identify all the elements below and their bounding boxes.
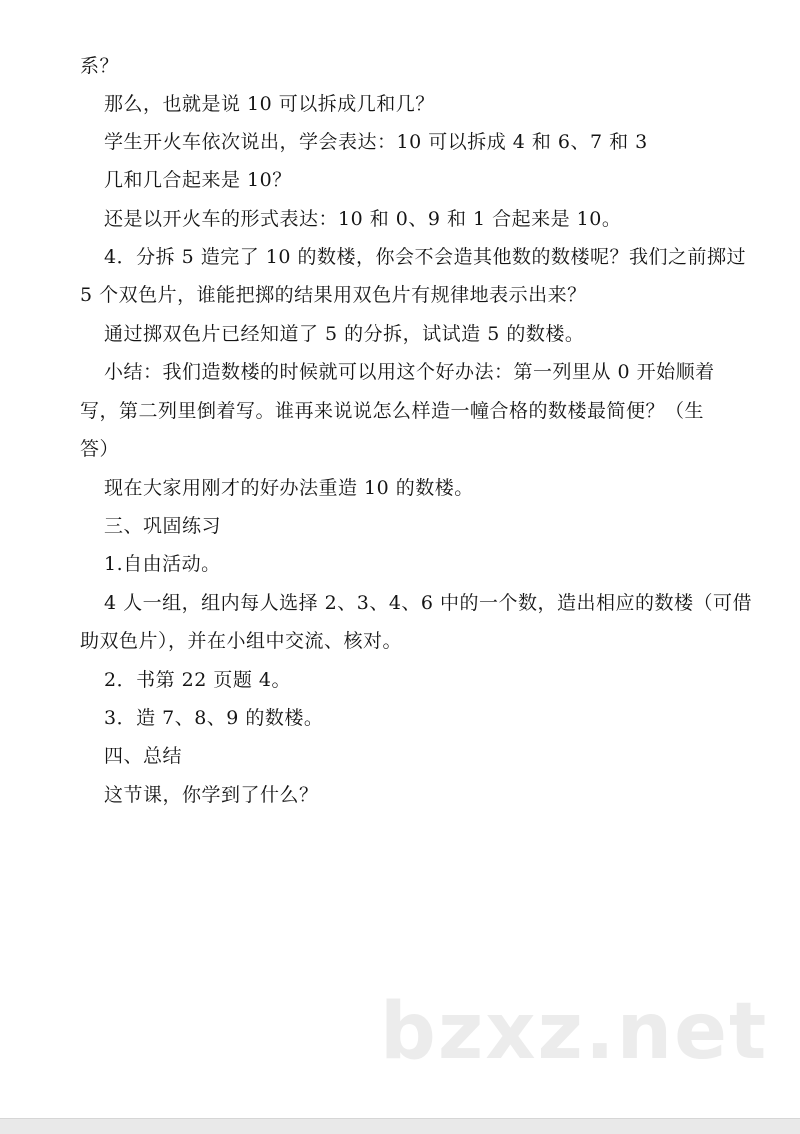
text-line: 3．造 7、8、9 的数楼。 xyxy=(104,707,324,729)
text-line: 还是以开火车的形式表达：10 和 0、9 和 1 合起来是 10。 xyxy=(104,208,622,230)
text-line: 4 人一组，组内每人选择 2、3、4、6 中的一个数，造出相应的数楼（可借 xyxy=(104,592,753,614)
watermark: bzxz.net xyxy=(380,987,769,1077)
section-heading: 三、巩固练习 xyxy=(104,515,222,537)
text-line: 4．分拆 5 造完了 10 的数楼，你会不会造其他数的数楼呢？我们之前掷过 xyxy=(104,246,747,268)
text-line: 几和几合起来是 10？ xyxy=(104,169,292,191)
text-line: 2．书第 22 页题 4。 xyxy=(104,669,291,691)
text-line: 通过掷双色片已经知道了 5 的分拆，试试造 5 的数楼。 xyxy=(104,323,585,345)
text-line: 5 个双色片，谁能把掷的结果用双色片有规律地表示出来？ xyxy=(80,284,587,306)
text-line: 系？ xyxy=(80,55,120,77)
section-heading: 四、总结 xyxy=(104,745,183,767)
text-line: 答） xyxy=(80,438,120,460)
text-line: 1.自由活动。 xyxy=(104,553,221,575)
text-line: 学生开火车依次说出，学会表达：10 可以拆成 4 和 6、7 和 3 xyxy=(104,131,648,153)
page-bottom-edge xyxy=(0,1118,800,1134)
text-line: 现在大家用刚才的好办法重造 10 的数楼。 xyxy=(104,477,474,499)
text-line: 那么，也就是说 10 可以拆成几和几？ xyxy=(104,93,435,115)
text-line: 写，第二列里倒着写。谁再来说说怎么样造一幢合格的数楼最简便？（生 xyxy=(80,400,705,422)
text-line: 这节课，你学到了什么？ xyxy=(104,784,319,806)
text-line: 小结：我们造数楼的时候就可以用这个好办法：第一列里从 0 开始顺着 xyxy=(104,361,715,383)
text-line: 助双色片），并在小组中交流、核对。 xyxy=(80,630,403,652)
